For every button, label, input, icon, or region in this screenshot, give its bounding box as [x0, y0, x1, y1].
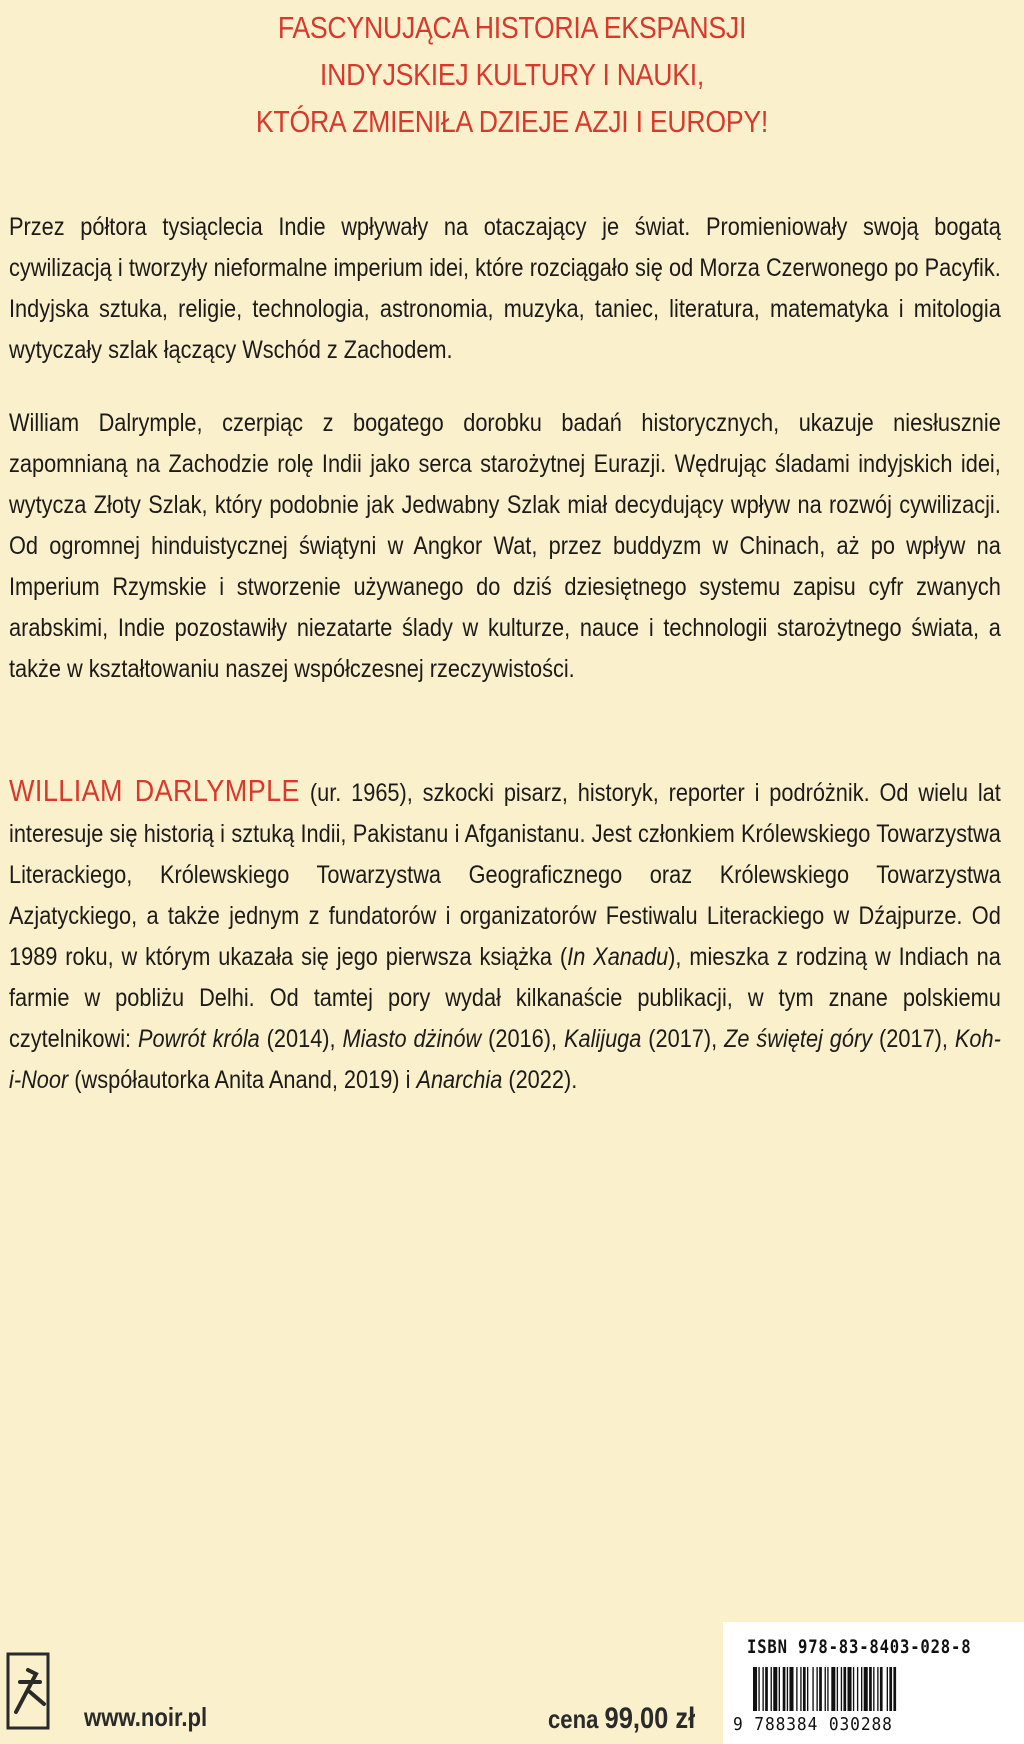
author-bio-part-d: (2016), [481, 1025, 564, 1053]
headline-line-1: FASCYNUJĄCA HISTORIA EKSPANSJI [277, 10, 747, 45]
author-bio [9, 770, 1001, 1101]
book-title-koh-i-noor: Koh-i-Noor [9, 1025, 1001, 1094]
description-paragraph-2-text: William Dalrymple, czerpiąc z bogatego dorobku badań historycznych, ukazuje niesłusznie zapomnianą na Zachodzie rolę Indii jako serca starożytnej Eurazji. Wędrując śladami indyjskich idei, wytycza Złoty Szlak, który podobnie jak Jedwabny Szlak miał decydujący wpływ na rozwój cywilizacji. Od ogromnej hinduistycznej świątyni w Angkor Wat, przez buddyzm w Chinach, aż po wpływ na Imperium Rzymskie i stworzenie używanego do dziś dziesiętnego systemu zapisu cyfr zwanych arabskimi, Indie pozostawiły niezatarte ślady w kulturze, nauce i technologii starożytnego świata, a także w kształtowaniu naszej współczesnej rzeczywistości. [9, 409, 1001, 683]
author-bio-part-e: (2017), [641, 1025, 725, 1053]
headline [72, 4, 953, 145]
book-title-anarchia: Anarchia [416, 1066, 503, 1094]
publisher-website: www.noir.pl [84, 1702, 208, 1732]
book-title-powrot-krola: Powrót króla [138, 1025, 260, 1053]
price-value: 99,00 zł [604, 1702, 696, 1735]
author-bio-part-f: (2017), [872, 1025, 955, 1053]
author-bio-part-g: (współautorka Anita Anand, 2019) i [68, 1066, 417, 1094]
book-title-miasto-dzinow: Miasto dżinów [342, 1025, 482, 1053]
author-bio-part-b: ), mieszka z rodziną w Indiach na farmie w pobliżu Delhi. Od tamtej pory wydał kilkanaście publikacji, w tym znane polskiemu czytelnikowi: [9, 943, 1001, 1053]
isbn-number: ISBN 978-83-8403-028-8 [747, 1636, 972, 1658]
headline-line-2: INDYJSKIEJ KULTURY I NAUKI, [319, 57, 705, 92]
barcode-icon [753, 1667, 1013, 1715]
barcode-box [723, 1622, 1024, 1744]
book-title-in-xanadu: In Xanadu [567, 943, 669, 971]
book-title-kalijuga: Kalijuga [563, 1025, 642, 1053]
author-bio-part-a: (ur. 1965), szkocki pisarz, historyk, reporter i podróżnik. Od wielu lat interesuje się historią i sztuką Indii, Pakistanu i Afganistanu. Jest członkiem Królewskiego Towarzystwa Literackiego, Królewskiego Towarzystwa Geograficznego oraz Królewskiego Towarzystwa Azjatyckiego, a także jednym z fundatorów i organizatorów Festiwalu Literackiego w Dźajpurze. Od 1989 roku, w którym ukazała się jego pierwsza książka ( [9, 779, 1001, 971]
price-label: cena [548, 1704, 605, 1734]
publisher-logo-icon [6, 1652, 56, 1732]
price [548, 1702, 695, 1736]
author-bio-text [9, 770, 1001, 1101]
description-paragraph-1-text: Przez półtora tysiąclecia Indie wpływały na otaczający je świat. Promieniowały swoją bogatą cywilizacją i tworzyły nieformalne imperium idei, które rozciągało się od Morza Czerwonego po Pacyfik. Indyjska sztuka, religie, technologia, astronomia, muzyka, taniec, literatura, matematyka i mitologia wytyczały szlak łączący Wschód z Zachodem. [9, 213, 1001, 364]
author-bio-part-h: (2022). [502, 1066, 578, 1094]
description-paragraph-2 [9, 403, 1001, 690]
author-name: WILLIAM DARLYMPLE [9, 773, 300, 808]
barcode-digits: 9 788384 030288 [733, 1714, 893, 1735]
author-bio-part-c: (2014), [259, 1025, 343, 1053]
headline-line-3: KTÓRA ZMIENIŁA DZIEJE AZJI I EUROPY! [255, 104, 769, 139]
description-paragraph-1 [9, 207, 1001, 371]
book-title-ze-swietej-gory: Ze świętej góry [724, 1025, 873, 1053]
